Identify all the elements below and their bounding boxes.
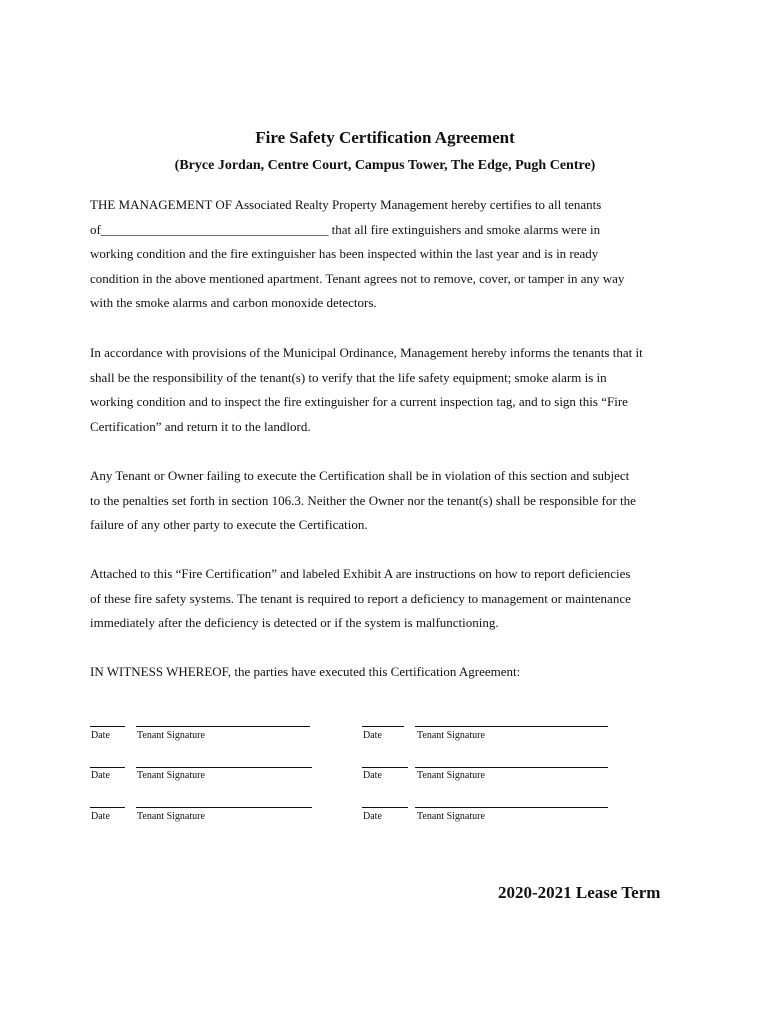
signature-line[interactable] [415, 767, 608, 768]
paragraph-line: condition in the above mentioned apartment. Tenant agrees not to remove, cover, or tamper in any way [90, 270, 625, 286]
witness-statement [90, 660, 690, 685]
witness-text: IN WITNESS WHEREOF, the parties have executed this Certification Agreement: [90, 664, 521, 679]
signature-label: Tenant Signature [417, 730, 485, 741]
date-line[interactable] [90, 726, 125, 727]
paragraph-certification [90, 193, 690, 316]
signature-line[interactable] [136, 807, 312, 808]
paragraph-line: shall be the responsibility of the tenant(s) to verify that the life safety equipment; smoke alarm is in [90, 369, 607, 385]
paragraph-line: Any Tenant or Owner failing to execute the Certification shall be in violation of this section and subject [90, 468, 630, 483]
paragraph-line: working condition and to inspect the fire extinguisher for a current inspection tag, and to sign this “Fire [90, 394, 628, 409]
signature-line[interactable] [415, 726, 608, 727]
paragraph-line: of___________________________________ that all fire extinguishers and smoke alarms were in [90, 221, 601, 237]
date-label: Date [91, 770, 110, 781]
paragraph-deficiencies [90, 562, 690, 636]
date-label: Date [363, 811, 382, 822]
date-line[interactable] [90, 807, 125, 808]
date-label: Date [91, 730, 110, 741]
date-label: Date [363, 730, 382, 741]
paragraph-line: THE MANAGEMENT OF Associated Realty Property Management hereby certifies to all tenants [90, 197, 602, 212]
signature-line[interactable] [136, 726, 310, 727]
paragraph-line: Certification” and return it to the landlord. [90, 418, 311, 434]
lease-term: 2020-2021 Lease Term [498, 883, 661, 902]
date-label: Date [363, 770, 382, 781]
signature-label: Tenant Signature [137, 770, 205, 781]
signature-label: Tenant Signature [417, 770, 485, 781]
paragraph-line: immediately after the deficiency is detected or if the system is malfunctioning. [90, 615, 499, 630]
signature-label: Tenant Signature [137, 811, 205, 822]
paragraph-line: of these fire safety systems. The tenant is required to report a deficiency to management or maintenance [90, 590, 631, 606]
signature-line[interactable] [136, 767, 312, 768]
paragraph-penalties [90, 464, 690, 538]
paragraph-line: Attached to this “Fire Certification” and labeled Exhibit A are instructions on how to report deficiencies [90, 566, 631, 581]
paragraph-ordinance [90, 341, 690, 439]
signature-line[interactable] [415, 807, 608, 808]
date-line[interactable] [362, 767, 408, 768]
signature-label: Tenant Signature [417, 811, 485, 822]
paragraph-line: working condition and the fire extinguisher has been inspected within the last year and is in ready [90, 246, 599, 261]
paragraph-line: In accordance with provisions of the Municipal Ordinance, Management hereby informs the tenants that it [90, 345, 643, 360]
document-subtitle: (Bryce Jordan, Centre Court, Campus Tower, The Edge, Pugh Centre) [174, 158, 596, 173]
date-label: Date [91, 811, 110, 822]
paragraph-line: with the smoke alarms and carbon monoxide detectors. [90, 295, 377, 310]
date-line[interactable] [362, 807, 408, 808]
date-line[interactable] [362, 726, 404, 727]
paragraph-line: to the penalties set forth in section 106.3. Neither the Owner nor the tenant(s) shall be responsible for the [90, 492, 636, 508]
document-title: Fire Safety Certification Agreement [255, 128, 515, 147]
signature-label: Tenant Signature [137, 730, 205, 741]
paragraph-line: failure of any other party to execute the Certification. [90, 517, 368, 532]
date-line[interactable] [90, 767, 125, 768]
